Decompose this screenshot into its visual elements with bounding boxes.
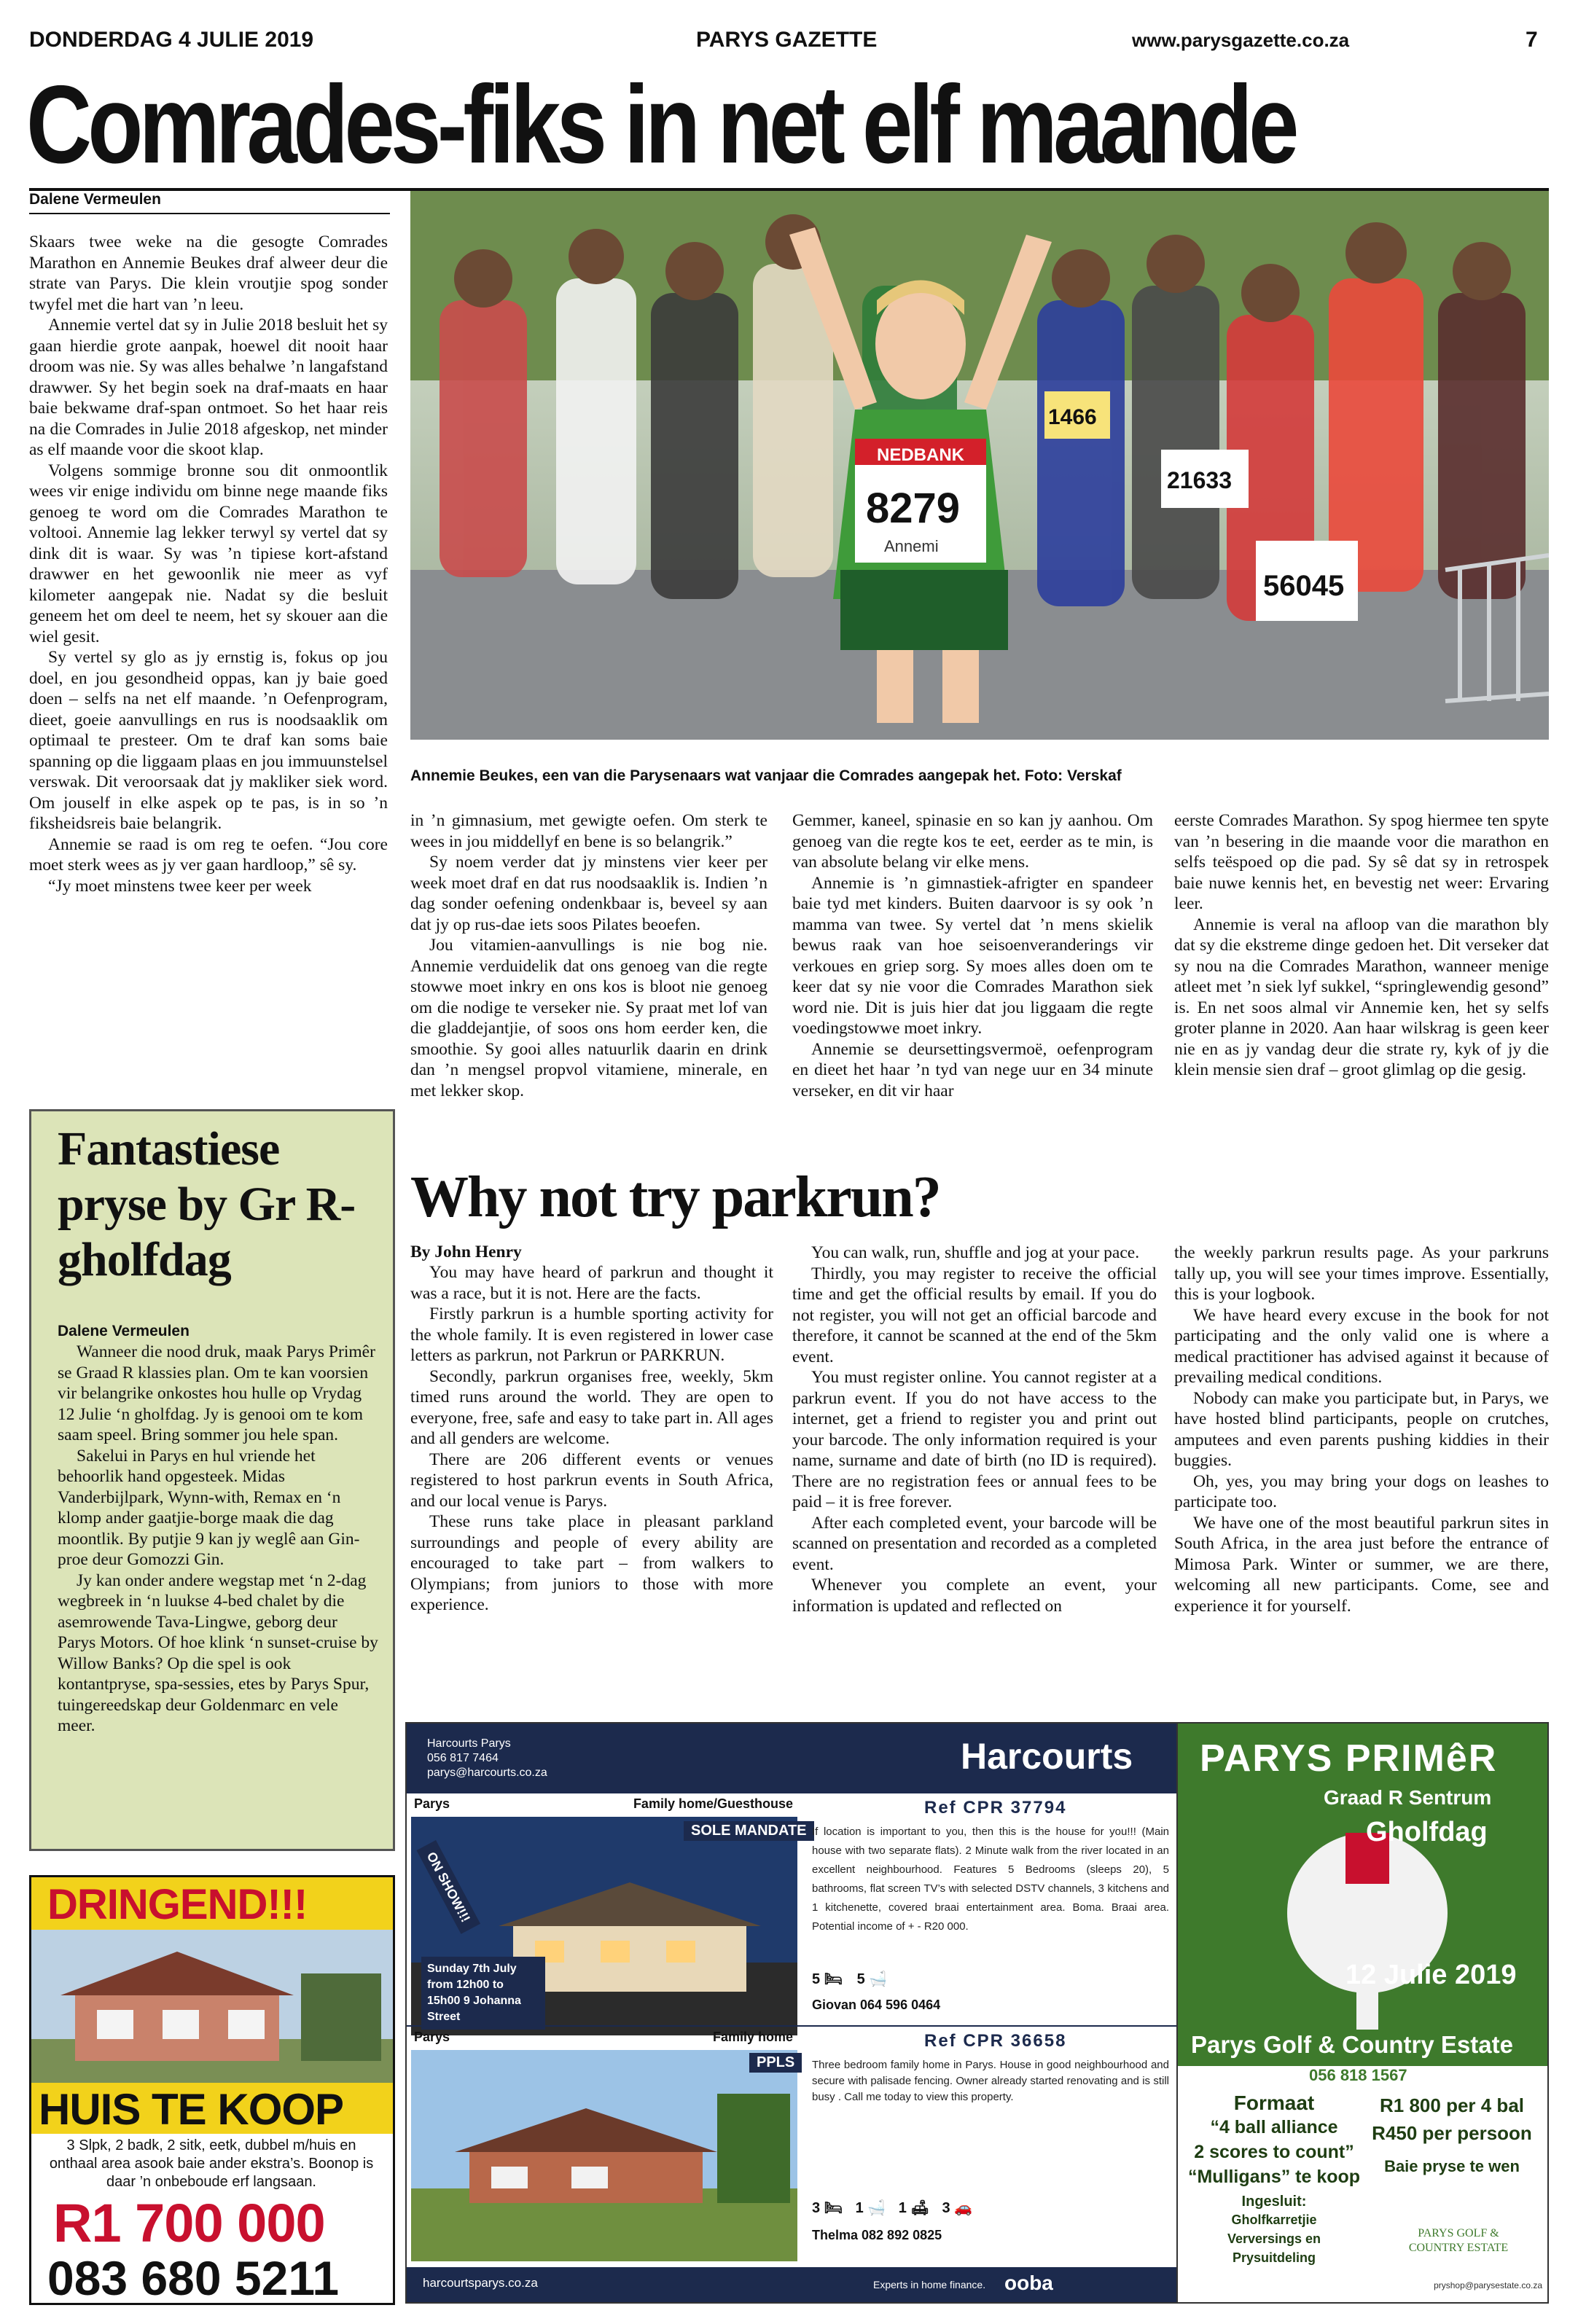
bib-number-main: 8279 xyxy=(866,485,961,532)
paragraph: You may have heard of parkrun and thought it was a race, but it is not. Here are the facts. xyxy=(410,1263,773,1303)
harcourts-office-info xyxy=(427,1737,547,1780)
school-ad-subtitle1: Graad R Sentrum xyxy=(1324,1786,1492,1809)
paragraph: Secondly, parkrun organises free, weekly, 5km timed runs around the world. They are open to everyone, free, safe and easy to take part in. All ages and all genders are welcome. xyxy=(410,1366,773,1448)
school-ad-title: PARYS PRIMêR xyxy=(1200,1737,1498,1780)
paragraph: Sakelui in Parys en hul vriende het behoorlik hand opgesteek. Midas Vanderbijlpark, Wynn-with, Remax en ‘n klomp ander gaatjie-borge maak die dag moontlik. By putjie 9 kan jy weglê aan Gin-proe deur Gomozzi Gin. xyxy=(58,1446,360,1569)
school-golf-ad xyxy=(1176,1722,1549,2304)
paragraph: Nobody can make you participate but, in Parys, we have hosted blind participants, people on crutches, amputees and even parents pushing kiddies in their buggies. xyxy=(1174,1388,1549,1470)
harcourts-footer-url[interactable]: harcourtsparys.co.za xyxy=(423,2276,538,2290)
golf-day-box xyxy=(29,1109,395,1851)
paragraph: Oh, yes, you may bring your dogs on leashes to participate too. xyxy=(1174,1471,1549,1511)
paragraph: “Jy moet minstens twee keer per week xyxy=(48,876,312,896)
harcourts-logo: Harcourts xyxy=(961,1736,1133,1777)
runners-illustration xyxy=(410,191,1549,740)
listing2-header xyxy=(414,2030,793,2051)
format-block xyxy=(1187,2092,1362,2267)
house-ad-banner: HUIS TE KOOP xyxy=(39,2085,344,2134)
ooba-logo: ooba xyxy=(1004,2272,1053,2294)
bath-icon: 🛁 xyxy=(869,1971,888,1987)
harcourts-ad xyxy=(405,1722,1179,2304)
includes-line: Gholfkarretjie xyxy=(1231,2213,1317,2227)
paragraph: There are 206 different events or venues registered to host parkrun events in South Africa, and our local venue is Parys. xyxy=(410,1449,773,1511)
parkrun-byline: By John Henry xyxy=(410,1243,522,1261)
estate-logo: PARYS GOLF & COUNTRY ESTATE xyxy=(1408,2227,1509,2254)
paragraph: We have heard every excuse in the book for not participating and the only valid one is where a medical practitioner has advised against it because of prevailing medical conditions. xyxy=(1174,1305,1549,1387)
baths-count: 1 xyxy=(855,2200,864,2216)
listing2-badge: PPLS xyxy=(749,2053,802,2073)
listing1-badge: SOLE MANDATE xyxy=(684,1821,814,1841)
bib-sponsor-text: NEDBANK xyxy=(877,445,964,465)
paragraph: Volgens sommige bronne sou dit onmoontlik wees vir enige individu om binne nege maande fiks genoeg te word om die Comrades Marathon te voltooi. Annemie lag lekker terwyl sy vertel dat sy dink dit is waar. Sy was ’n tipiese kort-afstand drawwer en het gewoonlik nie meer as vyf kilometer aangepak nie. Nadat sy die besluit geneem het om deel te neem, het sy skouer aan die wiel gesit. xyxy=(29,461,388,646)
price-block xyxy=(1364,2092,1539,2176)
paragraph: Annemie vertel dat sy in Julie 2018 besluit het sy gaan hierdie grote aanpak, hoewel dit nooit haar droom was nie. Sy was alles behalwe ’n langafstand drawwer. Sy het begin soek na draf-maats en haar baie bekwame draf-span ontmoet. So het haar reis na die Comrades in Julie 2018 afgeskop, net minder as elf maande voor die skoot klap. xyxy=(29,316,388,459)
parkrun-col2 xyxy=(792,1243,1157,1616)
beds-count: 3 xyxy=(812,2200,821,2216)
paragraph: Firstly parkrun is a humble sporting activity for the whole family. It is even registered in lower case letters as parkrun, not Parkrun or PARKRUN. xyxy=(410,1304,773,1365)
paragraph: eerste Comrades Marathon. Sy spog hiermee ten spyte van ’n besering in die maande voor die marathon en selfs teëspoed op die pad. Sy sê dat sy in retrospek baie nuwe kennis het, en bevestig net weer: Ervaring leer. xyxy=(1174,811,1549,913)
listing2-agent[interactable]: Thelma 082 892 0825 xyxy=(812,2228,942,2242)
car-icon: 🚗 xyxy=(954,2200,973,2216)
paragraph: Sy noem verder dat jy minstens vier keer per week moet draf en dat rus noodsaaklik is. Indien ’n dag sonder oefening ondenkbaar is, beveel sy aan dat jy op rus-dae iets soos Pilates beoefen. xyxy=(410,853,767,934)
page-number: 7 xyxy=(1526,28,1538,52)
house-ad-title: DRINGEND!!! xyxy=(47,1881,308,1928)
paragraph: Annemie is ’n gimnastiek-afrigter en spandeer baie tyd met kinders. Buiten daarvoor is sy ook ’n mamma van twee. Sy vertel dat ’n mens skielik bewus raak van hoe seisoenveranderings vir verkoues en griep sorg. Sy moes alles doen om te keer dat sy nie voor die Comrades Marathon siek word nie. Dit is juis hier dat jou liggaam die regte voedingstowwe moet inkry. xyxy=(792,873,1153,1038)
listing1-town: Parys xyxy=(414,1796,450,1811)
bed-icon: 🛏 xyxy=(824,2200,843,2216)
paragraph: the weekly parkrun results page. As your parkruns tally up, you will see your times improve. Essentially, this is your logbook. xyxy=(1174,1243,1549,1304)
school-ad-date: 12 Julie 2019 xyxy=(1345,1960,1517,1990)
paragraph: You must register online. You cannot register at a parkrun event. If you do not have access to the internet, get a friend to register you and print out your barcode. The only information required is your name, surname and date of birth (no ID is required). There are no registration fees or annual fees to be paid – it is free forever. xyxy=(792,1368,1157,1511)
main-article-col1 xyxy=(29,232,388,896)
lounges-count: 1 xyxy=(898,2200,907,2216)
listing1-ref: Ref CPR 37794 xyxy=(924,1798,1067,1818)
price-line: R1 800 per 4 bal xyxy=(1380,2094,1524,2116)
sofa-icon: 🛋 xyxy=(910,2200,929,2216)
listing1-header xyxy=(414,1796,793,1818)
school-ad-subtitle2: Gholfdag xyxy=(1366,1817,1488,1847)
price-line: R450 per persoon xyxy=(1372,2122,1532,2144)
main-article-col3 xyxy=(792,810,1153,1101)
paper-name: PARYS GAZETTE xyxy=(696,28,878,52)
parkrun-col1 xyxy=(410,1262,773,1616)
house-ad-price: R1 700 000 xyxy=(53,2193,325,2253)
listing-divider xyxy=(407,2025,1178,2027)
golf-byline: Dalene Vermeulen xyxy=(58,1323,190,1339)
paragraph: Skaars twee weke na die gesogte Comrades Marathon en Annemie Beukes draf alweer deur die strate van Parys. Die klein vroutjie spog sonder twyfel met die hart van ’n leeu. xyxy=(29,232,388,314)
comrades-photo xyxy=(410,191,1549,740)
prizes-line: Baie pryse te wen xyxy=(1384,2157,1520,2175)
main-article-col2 xyxy=(410,810,767,1101)
garages-count: 3 xyxy=(942,2200,950,2216)
listing1-show-info: Sunday 7th July from 12h00 to 15h00 9 Johanna Street xyxy=(421,1957,545,2030)
parkrun-headline: Why not try parkrun? xyxy=(410,1165,940,1229)
listing2-photo xyxy=(411,2050,797,2261)
website-link[interactable]: www.parysgazette.co.za xyxy=(1132,29,1350,51)
bib-number-red: 56045 xyxy=(1263,570,1345,602)
office-email[interactable]: parys@harcourts.co.za xyxy=(427,1767,547,1779)
listing2-features xyxy=(812,2199,972,2217)
paragraph: Sy vertel sy glo as jy ernstig is, fokus op jou doel, en jou gesondheid oppas, kan jy baie goed doen – selfs na net elf maande. ’n Oefenprogram, dieet, goeie aanvullings en rus is noodsaaklik om optimaal te presteer. Om te draf kan soms baie spanning op die liggaam plaas en jou immuunstelsel verswak. Dit veroorsaak dat jy makliker siek word. Om jouself in elke aspek op te pas, is in so ’n fiksheidsreis baie belangrik. xyxy=(29,648,388,833)
paragraph: Thirdly, you may register to receive the official time and get the official results by email. If you do not register, you will not get an official barcode and therefore, it cannot be scanned at the end of the 5km event. xyxy=(792,1264,1157,1366)
house-for-sale-ad xyxy=(29,1875,395,2305)
paragraph: You can walk, run, shuffle and jog at your pace. xyxy=(811,1243,1140,1262)
baths-count: 5 xyxy=(856,1971,865,1987)
main-article-col4 xyxy=(1174,810,1549,1081)
school-ad-email[interactable]: pryshop@parysestate.co.za xyxy=(1434,2280,1542,2290)
byline-rule xyxy=(29,213,390,214)
paragraph: in ’n gimnasium, met gewigte oefen. Om sterk te wees in jou middellyf en bene is so belangrik.” xyxy=(410,811,767,851)
office-name: Harcourts Parys xyxy=(427,1737,511,1750)
paragraph: Annemie se raad is om reg te oefen. “Jou core moet sterk wees as jy ver gaan hardloop,” sê sy. xyxy=(29,834,388,875)
edition-date: DONDERDAG 4 JULIE 2019 xyxy=(29,28,314,52)
includes-line: Verversings en Prysuitdeling xyxy=(1227,2231,1321,2265)
listing1-features xyxy=(812,1970,887,1988)
parkrun-col3 xyxy=(1174,1243,1549,1616)
house-photo xyxy=(31,1930,393,2083)
format-line: 2 scores to count” xyxy=(1194,2142,1354,2162)
format-line: “4 ball alliance xyxy=(1210,2117,1338,2137)
paragraph: Annemie is veral na afloop van die marathon bly dat sy die ekstreme dinge gedoen het. Dit verseker dat sy nou na die Comrades Marathon, wanneer menige atleet met ’n siek lyf sukkel, “springlewendig gesond” is. En net soos almal vir Annemie ken, het sy selfs groter planne in 2020. Aan haar wilskrag is geen keer nie en as jy vandag deur die strate ry, kyk of jy die klein mensie sien draf – groot glimlag op die gesig. xyxy=(1174,915,1549,1079)
paragraph: Whenever you complete an event, your information is updated and reflected on xyxy=(792,1576,1157,1616)
office-phone: 056 817 7464 xyxy=(427,1752,499,1764)
paragraph: Jou vitamien-aanvullings is nie bog nie. Annemie verduidelik dat ons genoeg van die regte stowwe moet inkry en ons kos is bloot nie genoeg om die nodige te verseker nie. Sy praat met lof van die gladdejantjie, of soos ons hom eerder ken, die smoothie. Sy gooi alles natuurlik daarin en drink dan ’n mengsel propvol vitamiene, minerale, en met lekker skop. xyxy=(410,936,767,1100)
golf-body xyxy=(58,1342,378,1737)
main-headline: Comrades-fiks in net elf maande xyxy=(26,63,1295,187)
bib-number-4: 1466 xyxy=(1048,405,1097,429)
paragraph: Jy kan onder andere wegstap met ‘n 2-dag wegbreek in ‘n luukse 4-bed chalet by die asemrowende Tava-Lingwe, geborg deur Parys Motors. Of hoe klink ‘n sunset-cruise by Willow Banks? Op die spel is ook kontantpryse, spa-sessies, etes by Parys Spur, tuingereedskap deur Goldenmarc en vele meer. xyxy=(58,1570,378,1735)
bed-icon: 🛏 xyxy=(824,1971,843,1987)
listing1-type: Family home/Guesthouse xyxy=(633,1796,793,1811)
photo-caption: Annemie Beukes, een van die Parysenaars wat vanjaar die Comrades aangepak het. Foto: Verskaf xyxy=(410,767,1122,784)
house-ad-phone[interactable]: 083 680 5211 xyxy=(47,2251,340,2305)
paragraph: Gemmer, kaneel, spinasie en so kan jy aanhou. Om genoeg van die regte kos te eet, eerder as te min, is van absolute belang vir elke mens. xyxy=(792,811,1153,872)
main-byline: Dalene Vermeulen xyxy=(29,191,161,208)
school-ad-phone[interactable]: 056 818 1567 xyxy=(1309,2066,1407,2084)
listing1-agent[interactable]: Giovan 064 596 0464 xyxy=(812,1998,941,2012)
harcourts-footer-tag: Experts in home finance. xyxy=(873,2279,986,2290)
format-line: “Mulligans” te koop xyxy=(1187,2167,1361,2187)
paragraph: Annemie se deursettingsvermoë, oefenprogram en dieet het haar ’n tyd van nege uur en 34 minute verseker, en dit vir haar xyxy=(792,1039,1153,1100)
format-title: Formaat xyxy=(1233,2092,1315,2114)
listing2-description: Three bedroom family home in Parys. House in good neighbourhood and secure with palisade fencing. Owner already started renovating and is still busy . Call me today to view this property. xyxy=(812,2059,1169,2103)
paragraph: After each completed event, your barcode will be scanned on presentation and recorded as a completed event. xyxy=(792,1513,1157,1574)
paragraph: These runs take place in pleasant parkland surroundings and people of every ability are encouraged to take part – from walkers to Olympians; from juniors to those with more experience. xyxy=(410,1512,773,1614)
bath-icon: 🛁 xyxy=(867,2200,886,2216)
listing2-town: Parys xyxy=(414,2030,450,2044)
bib-name-main: Annemi xyxy=(884,537,939,555)
school-ad-venue: Parys Golf & Country Estate xyxy=(1191,2031,1513,2058)
paragraph: We have one of the most beautiful parkrun sites in South Africa, in the area just before the entrance of Mimosa Park. Winter or summer, we are there, welcoming all new participants. Come, see and experience it for yourself. xyxy=(1174,1513,1549,1616)
listing2-ref: Ref CPR 36658 xyxy=(924,2031,1067,2051)
beds-count: 5 xyxy=(812,1971,821,1987)
golf-headline: Fantastiese pryse by Gr R-gholfdag xyxy=(58,1122,356,1286)
house-ad-details: 3 Slpk, 2 badk, 2 sitk, eetk, dubbel m/huis en onthaal area asook baie ander ekstra’s. Boonop is daar ’n onbeboude erf langsaan. xyxy=(49,2137,374,2190)
bib-number-3: 21633 xyxy=(1167,467,1232,493)
includes-title: Ingesluit: xyxy=(1241,2194,1307,2210)
on-show-sash: ON SHOW!!! xyxy=(417,1840,481,1934)
listing2-type: Family home xyxy=(712,2030,793,2044)
paragraph: Wanneer die nood druk, maak Parys Primêr se Graad R klassies plan. Om te kan voorsien vir belangrike onkostes hou hulle op Vrydag 12 Julie ‘n gholfdag. Jy is genooi om te kom saam speel. Bring sommer jou hele span. xyxy=(58,1342,375,1444)
listing1-description: If location is important to you, then this is the house for you!!! (Main house with two separate flats). 2 Minute walk from the river located in an excellent neighbourhood. Features 5 Bedrooms (sleeps 20), 5 bathrooms, flat screen TV’s with selected DSTV channels, 3 kitchens and 1 kitchenette, covered braai entertainment area. Boma. Braai area. Potential income of + - R20 000. xyxy=(812,1826,1169,1933)
